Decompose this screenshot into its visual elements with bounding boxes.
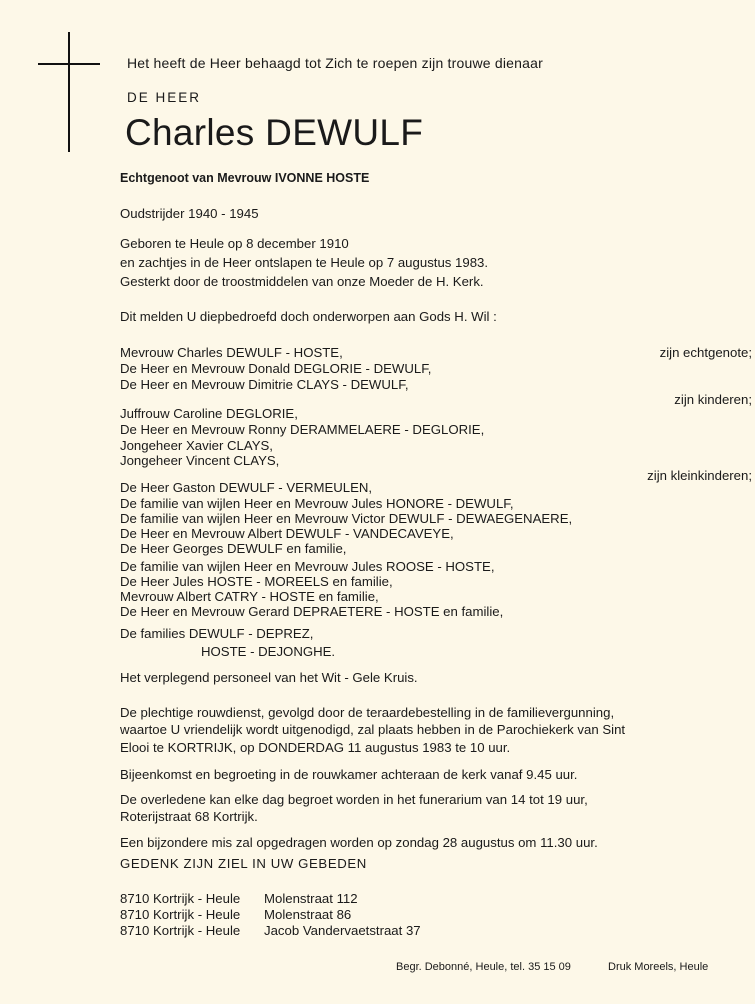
relative-line: De familie van wijlen Heer en Mevrouw Jules ROOSE - HOSTE, xyxy=(120,559,495,574)
address-city: 8710 Kortrijk - Heule xyxy=(120,891,241,906)
grandchild-line: Juffrouw Caroline DEGLORIE, xyxy=(120,406,298,421)
died-line: en zachtjes in de Heer ontslapen te Heule op 7 augustus 1983. xyxy=(120,255,489,270)
relative-line: De Heer en Mevrouw Albert DEWULF - VANDECAVEYE, xyxy=(120,526,454,541)
deceased-name: Charles DEWULF xyxy=(125,112,424,153)
spouse-line: Echtgenoot van Mevrouw IVONNE HOSTE xyxy=(120,171,370,185)
funeral-line: waartoe U vriendelijk wordt uitgenodigd, zal plaats hebben in de Parochiekerk van Sint xyxy=(120,722,626,737)
child-line: De Heer en Mevrouw Donald DEGLORIE - DEWULF, xyxy=(120,361,432,376)
children-role: zijn kinderen; xyxy=(674,392,752,407)
cross-icon xyxy=(68,32,70,152)
relative-line: De Heer Jules HOSTE - MOREELS en familie, xyxy=(120,574,393,589)
intro-text: Het heeft de Heer behaagd tot Zich te roepen zijn trouwe dienaar xyxy=(127,55,543,71)
grandchild-line: Jongeheer Vincent CLAYS, xyxy=(120,453,280,468)
relative-line: De Heer Gaston DEWULF - VERMEULEN, xyxy=(120,480,373,495)
address-city: 8710 Kortrijk - Heule xyxy=(120,923,241,938)
relative-line: De familie van wijlen Heer en Mevrouw Victor DEWULF - DEWAEGENAERE, xyxy=(120,511,573,526)
funeral-line: Elooi te KORTRIJK, op DONDERDAG 11 augustus 1983 te 10 uur. xyxy=(120,740,511,755)
families-line: HOSTE - DEJONGHE. xyxy=(201,644,336,659)
grandchild-line: Jongeheer Xavier CLAYS, xyxy=(120,438,273,453)
viewing-line: De overledene kan elke dag begroet worden in het funerarium van 14 tot 19 uur, xyxy=(120,792,588,807)
born-line: Geboren te Heule op 8 december 1910 xyxy=(120,236,349,251)
relative-line: Mevrouw Albert CATRY - HOSTE en familie, xyxy=(120,589,379,604)
relative-line: De Heer en Mevrouw Gerard DEPRAETERE - HOSTE en familie, xyxy=(120,604,504,619)
child-line: De Heer en Mevrouw Dimitrie CLAYS - DEWULF, xyxy=(120,377,409,392)
undertaker-credit: Begr. Debonné, Heule, tel. 35 15 09 xyxy=(396,961,571,973)
printer-credit: Druk Moreels, Heule xyxy=(608,961,709,973)
title-prefix: DE HEER xyxy=(127,90,202,105)
viewing-line: Roterijstraat 68 Kortrijk. xyxy=(120,809,258,824)
announcement-line: Dit melden U diepbedroefd doch onderworpen aan Gods H. Wil : xyxy=(120,309,497,324)
families-line: De families DEWULF - DEPREZ, xyxy=(120,626,314,641)
address-city: 8710 Kortrijk - Heule xyxy=(120,907,241,922)
relative-line: De familie van wijlen Heer en Mevrouw Jules HONORE - DEWULF, xyxy=(120,496,514,511)
grandchildren-role: zijn kleinkinderen; xyxy=(647,468,752,483)
veteran-line: Oudstrijder 1940 - 1945 xyxy=(120,206,259,221)
nursing-line: Het verplegend personeel van het Wit - Gele Kruis. xyxy=(120,670,418,685)
grandchild-line: De Heer en Mevrouw Ronny DERAMMELAERE - DEGLORIE, xyxy=(120,422,485,437)
address-street: Jacob Vandervaetstraat 37 xyxy=(264,923,421,938)
address-street: Molenstraat 86 xyxy=(264,907,352,922)
mass-line: Een bijzondere mis zal opgedragen worden op zondag 28 augustus om 11.30 uur. xyxy=(120,835,598,850)
address-street: Molenstraat 112 xyxy=(264,891,358,906)
relative-line: De Heer Georges DEWULF en familie, xyxy=(120,541,347,556)
funeral-line: De plechtige rouwdienst, gevolgd door de teraardebestelling in de familievergunning, xyxy=(120,705,615,720)
sacraments-line: Gesterkt door de troostmiddelen van onze Moeder de H. Kerk. xyxy=(120,274,484,289)
cross-icon-bar xyxy=(38,63,100,65)
spouse-mourner: Mevrouw Charles DEWULF - HOSTE, xyxy=(120,345,343,360)
prayer-line: GEDENK ZIJN ZIEL IN UW GEBEDEN xyxy=(120,856,367,871)
gathering-line: Bijeenkomst en begroeting in de rouwkamer achteraan de kerk vanaf 9.45 uur. xyxy=(120,767,578,782)
spouse-role: zijn echtgenote; xyxy=(659,345,752,360)
